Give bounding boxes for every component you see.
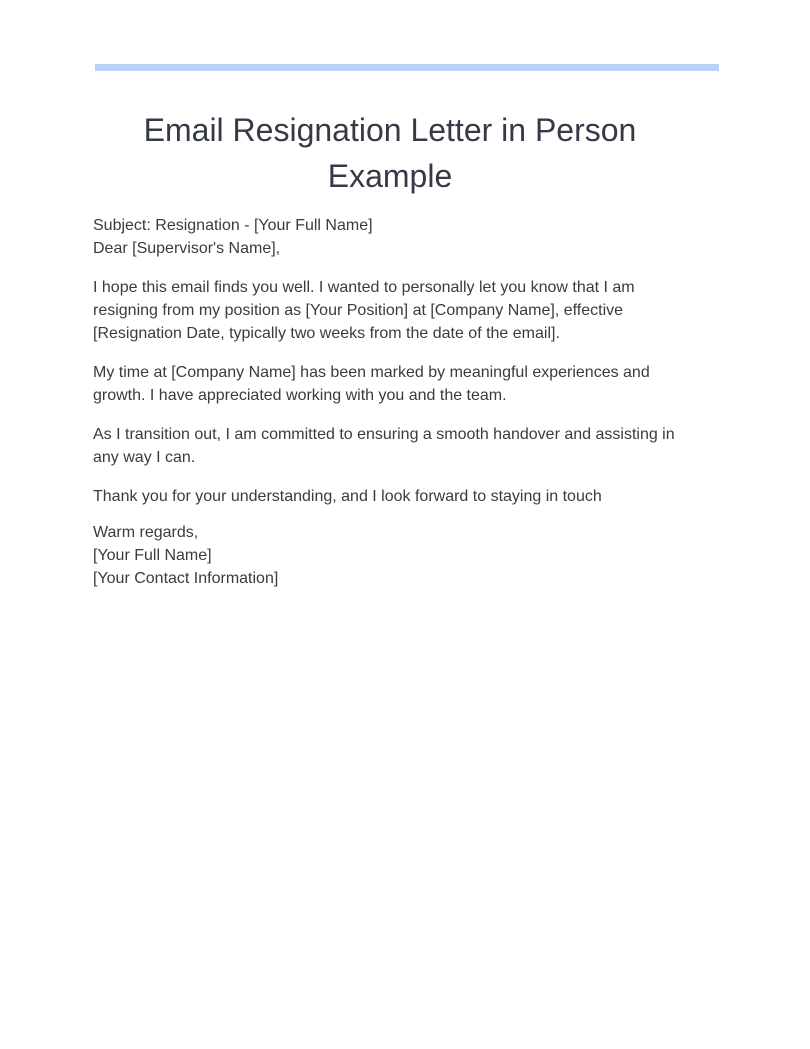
header-accent-bar xyxy=(95,64,719,71)
salutation: Dear [Supervisor's Name], xyxy=(93,240,281,257)
letter-body xyxy=(93,214,693,606)
paragraph-intro: I hope this email finds you well. I wanted to personally let you know that I am resigning from my position as [Your Position] at [Company Name], effective [Resignation Date, typically two weeks from the date of the email]. xyxy=(93,279,635,342)
subject-and-salutation xyxy=(93,214,693,260)
signature-contact: [Your Contact Information] xyxy=(93,570,279,587)
subject-line: Subject: Resignation - [Your Full Name] xyxy=(93,217,373,234)
sign-off xyxy=(93,521,693,590)
document-title: Email Resignation Letter in Person Example xyxy=(143,112,637,194)
paragraph-thanks: Thank you for your understanding, and I look forward to staying in touch xyxy=(93,488,602,505)
signature-name: [Your Full Name] xyxy=(93,547,212,564)
paragraph-experience: My time at [Company Name] has been marked by meaningful experiences and growth. I have appreciated working with you and the team. xyxy=(93,364,650,404)
paragraph-transition: As I transition out, I am committed to ensuring a smooth handover and assisting in any way I can. xyxy=(93,426,675,466)
closing: Warm regards, xyxy=(93,524,199,541)
